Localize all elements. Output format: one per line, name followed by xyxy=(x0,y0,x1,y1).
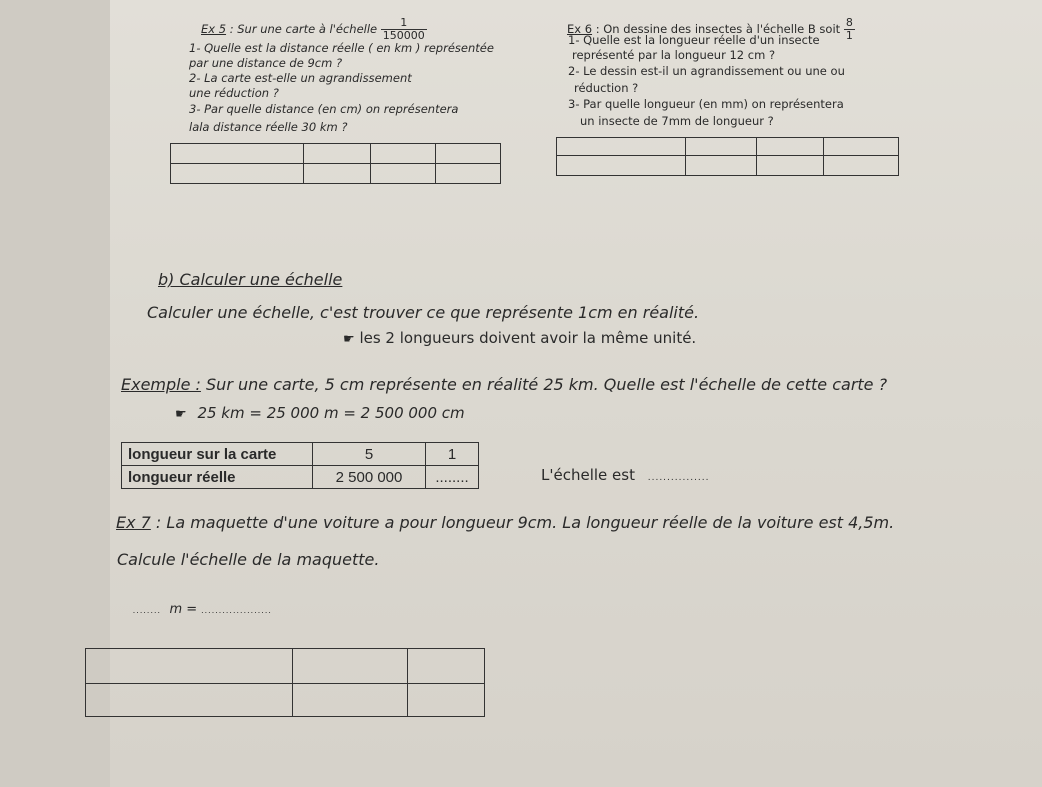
ex7-line1 xyxy=(116,513,894,532)
conversion-line xyxy=(175,404,465,422)
section-b-heading: b) Calculer une échelle xyxy=(158,270,343,289)
hand-pointer-icon: ☛ xyxy=(343,332,355,347)
table-row2-label: longueur réelle xyxy=(122,466,313,489)
scale-answer-blank: ................ xyxy=(647,473,710,483)
scale-answer xyxy=(541,466,710,484)
example-line xyxy=(121,375,887,394)
ex6-question-1b: représenté par la longueur 12 cm ? xyxy=(572,48,776,62)
ex6-intro: : On dessine des insectes à l'échelle B soit xyxy=(595,22,841,36)
ex6-question-3b: un insecte de 7mm de longueur ? xyxy=(580,114,774,128)
ex7-answer-table xyxy=(85,648,485,717)
ex5-scale-denominator: 150000 xyxy=(382,29,425,42)
ex6-title: Ex 6 xyxy=(567,22,593,36)
ex5-question-2b: une réduction ? xyxy=(189,86,279,100)
section-b-note xyxy=(343,329,696,347)
ex5-question-2a: 2- La carte est-elle un agrandissement xyxy=(189,71,412,85)
ex5-scale-fraction xyxy=(381,17,427,42)
section-b-note-text: les 2 longueurs doivent avoir la même unité. xyxy=(359,329,697,347)
example-proportion-table xyxy=(121,442,479,489)
conversion-text: 25 km = 25 000 m = 2 500 000 cm xyxy=(197,404,465,422)
ex7-conversion xyxy=(133,602,272,617)
ex7-title: Ex 7 xyxy=(116,513,151,532)
scale-answer-label: L'échelle est xyxy=(541,466,635,484)
table-row1-label: longueur sur la carte xyxy=(122,443,313,466)
table-row1-value1: 5 xyxy=(313,443,426,466)
hand-pointer-icon: ☛ xyxy=(175,407,187,422)
ex7-blank-right: .................... xyxy=(201,606,273,615)
table-row2-value2: ........ xyxy=(426,466,479,489)
ex7-unit: m = xyxy=(169,602,198,617)
table-row2-value1: 2 500 000 xyxy=(313,466,426,489)
ex6-question-3a: 3- Par quelle longueur (en mm) on représentera xyxy=(568,97,844,111)
ex5-question-3b: lala distance réelle 30 km ? xyxy=(189,120,348,134)
ex5-title: Ex 5 xyxy=(201,22,227,36)
ex5-question-3a: 3- Par quelle distance (en cm) on représentera xyxy=(189,102,459,116)
example-text: Sur une carte, 5 cm représente en réalité 25 km. Quelle est l'échelle de cette carte ? xyxy=(200,375,888,394)
ex6-scale-denominator: 1 xyxy=(845,29,853,42)
ex6-scale-fraction xyxy=(844,17,855,42)
ex6-question-1a: 1- Quelle est la longueur réelle d'un insecte xyxy=(568,33,820,47)
ex6-question-2b: réduction ? xyxy=(574,81,639,95)
section-b-definition: Calculer une échelle, c'est trouver ce que représente 1cm en réalité. xyxy=(147,303,700,322)
ex5-scale-numerator: 1 xyxy=(381,17,427,30)
ex7-text: : La maquette d'une voiture a pour longueur 9cm. La longueur réelle de la voiture est 4,5m. xyxy=(150,513,895,532)
ex7-line2: Calcule l'échelle de la maquette. xyxy=(117,550,380,569)
ex5-answer-table xyxy=(170,143,501,184)
ex6-question-2a: 2- Le dessin est-il un agrandissement ou une ou xyxy=(568,64,845,78)
example-label: Exemple : xyxy=(121,375,201,394)
ex5-heading xyxy=(201,17,427,42)
ex6-scale-numerator: 8 xyxy=(845,16,853,29)
ex5-question-1b: par une distance de 9cm ? xyxy=(189,56,343,70)
ex5-question-1a: 1- Quelle est la distance réelle ( en km ) représentée xyxy=(189,41,494,55)
ex6-answer-table xyxy=(556,137,899,176)
ex7-blank-left: ........ xyxy=(133,606,162,615)
table-row1-value2: 1 xyxy=(426,443,479,466)
ex5-intro: : Sur une carte à l'échelle xyxy=(229,22,378,36)
